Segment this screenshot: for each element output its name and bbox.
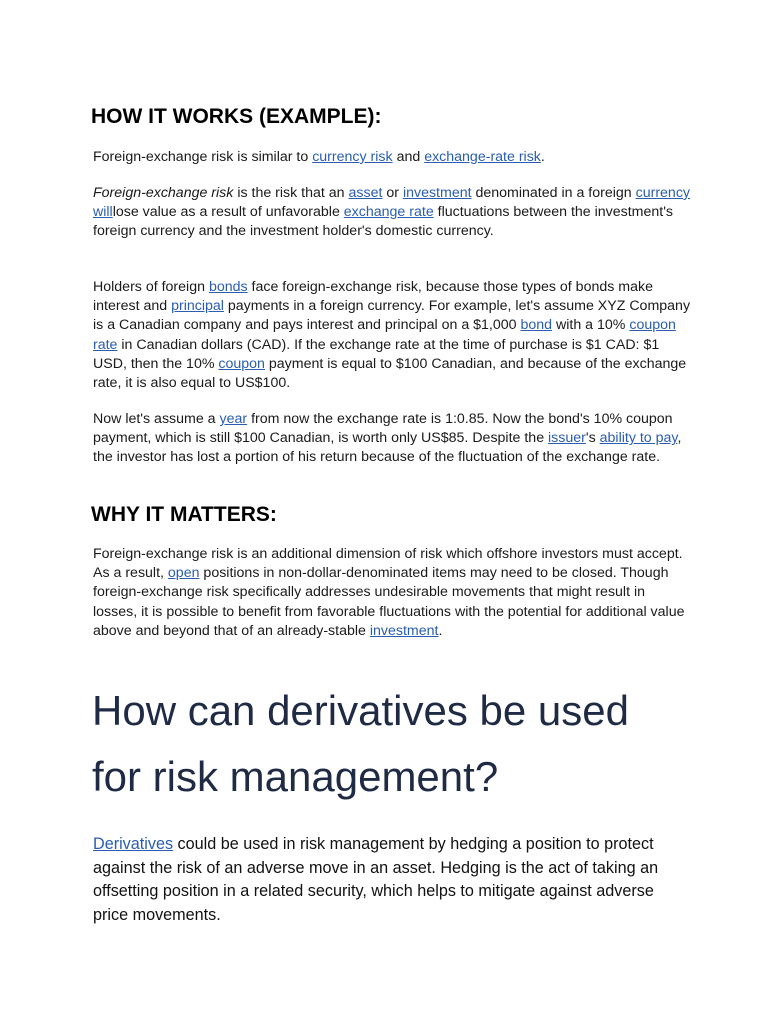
link-currency-risk[interactable]: currency risk <box>312 149 393 165</box>
text-span: and <box>392 149 425 165</box>
text-span: with a 10% <box>552 317 630 334</box>
paragraph-definition <box>93 184 693 242</box>
text-span: Holders of foreign <box>93 279 209 295</box>
link-coupon[interactable]: coupon <box>218 355 265 372</box>
section-heading-why-it-matters: WHY IT MATTERS: <box>91 503 277 526</box>
section-heading-how-it-works: HOW IT WORKS (EXAMPLE): <box>91 105 382 128</box>
text-span: payment is equal to $100 Canadian, and because of the exchange rate, it is also equal to US$100. <box>93 355 687 392</box>
text-span: payments in a foreign currency. For example, let's assume XYZ Company is a Canadian company and pays interest and principal on a $1,000 <box>93 298 691 334</box>
link-coupon-rate[interactable]: coupon rate <box>93 317 676 353</box>
paragraph-why-it-matters <box>93 545 693 641</box>
text-span: face foreign-exchange risk, because those types of bonds make interest and <box>93 279 653 315</box>
link-year[interactable]: year <box>219 411 248 427</box>
text-span: Foreign-exchange risk is an additional dimension of risk which offshore investors must accept. As a result, <box>93 546 683 582</box>
text-span: from now the exchange rate is 1:0.85. Now the bond's 10% coupon payment, which is still $100 Canadian, is worth only US$85. Despite the <box>93 411 673 447</box>
paragraph-intro <box>93 148 693 167</box>
link-issuer[interactable]: issuer <box>548 430 586 447</box>
link-will[interactable]: will <box>93 204 113 221</box>
link-ability-to-pay[interactable]: ability to pay <box>599 430 678 447</box>
link-currency[interactable]: currency <box>635 185 691 201</box>
text-span: Foreign-exchange risk is similar to <box>93 149 313 165</box>
link-derivatives[interactable]: Derivatives <box>93 835 174 853</box>
text-span: . <box>540 149 545 165</box>
big-heading-line-1: How can derivatives be used <box>92 687 629 734</box>
paragraph-bond-example <box>93 278 693 393</box>
text-span: positions in non-dollar-denominated items may need to be closed. Though foreign-exchange risk specifically addresses undesirable movements that might result in losses, it is possible to benefit from favorable fluctuations with the potential for additional value above and beyond that of an already-stable <box>93 565 685 639</box>
link-investment[interactable]: investment <box>402 185 472 201</box>
text-span: , the investor has lost a portion of his return because of the fluctuation of the exchange rate. <box>93 430 682 466</box>
text-span: fluctuations between the investment's foreign currency and the investment holder's domestic currency. <box>93 204 674 240</box>
link-investment[interactable]: investment <box>369 622 439 639</box>
big-heading-line-2: for risk management? <box>92 753 499 800</box>
text-span: . <box>438 622 443 639</box>
paragraph-derivatives <box>93 833 693 927</box>
text-span: in Canadian dollars (CAD). If the exchange rate at the time of purchase is $1 CAD: $1 USD, then the 10% <box>93 336 660 372</box>
term-foreign-exchange-risk: Foreign-exchange risk <box>93 185 234 201</box>
link-exchange-rate-risk[interactable]: exchange-rate risk <box>424 149 541 165</box>
text-span: is the risk that an <box>233 185 349 201</box>
link-open[interactable]: open <box>167 565 200 582</box>
link-principal[interactable]: principal <box>171 298 224 315</box>
paragraph-year-example <box>93 410 693 468</box>
text-span: Now let's assume a <box>93 411 220 427</box>
text-span: or <box>382 185 403 201</box>
text-span: lose value as a result of unfavorable <box>112 204 344 221</box>
link-bond[interactable]: bond <box>520 317 553 334</box>
link-exchange-rate[interactable]: exchange rate <box>343 204 434 221</box>
text-span: 's <box>585 430 600 447</box>
text-span: denominated in a foreign <box>471 185 636 201</box>
link-asset[interactable]: asset <box>348 185 383 201</box>
link-bonds[interactable]: bonds <box>208 279 248 295</box>
text-span: could be used in risk management by hedging a position to protect against the risk of an adverse move in an asset. Hedging is the act of taking an offsetting position in a related security, which helps to mitigate against adverse price movements. <box>93 835 659 924</box>
